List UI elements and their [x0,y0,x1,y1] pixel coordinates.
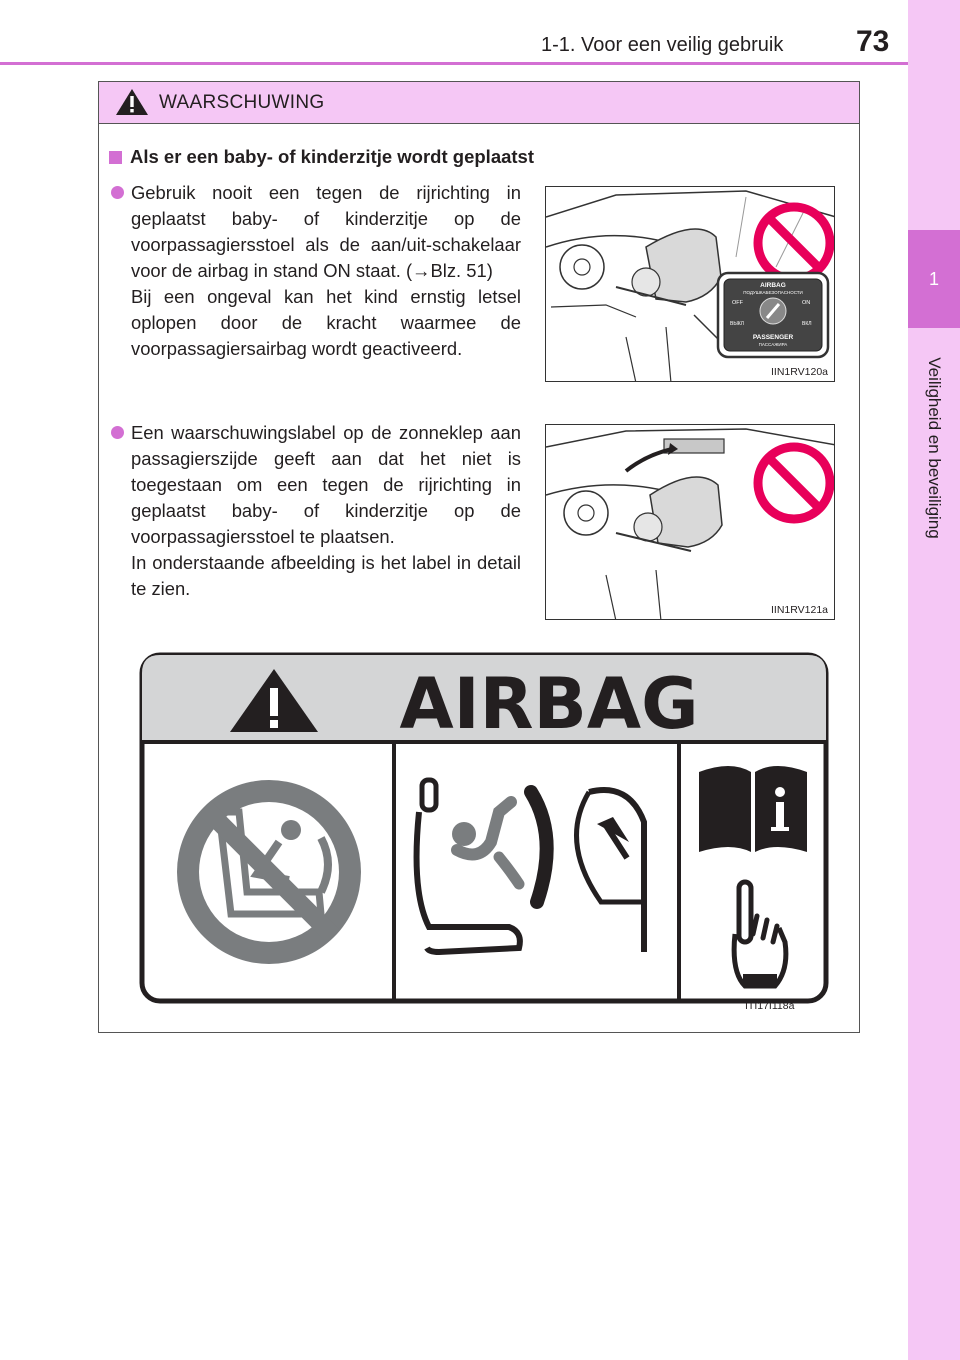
switch-label-subtitle: ПОДУШКАБЕЗОПАСНОСТИ [743,290,803,295]
switch-label-passenger-ru: ПАССАЖИРА [758,342,788,347]
page-number: 73 [856,25,890,58]
chapter-title: Veiligheid en beveiliging [925,357,944,539]
chapter-side-tab [908,0,960,1360]
header-rule [0,62,908,65]
switch-label-title: AIRBAG [760,282,786,289]
section-title: 1-1. Voor een veilig gebruik [541,34,784,56]
bullet-item-2 [111,420,521,602]
bullet-item-1 [111,180,521,362]
warning-box [98,81,860,1033]
bullet-1-text-a: Gebruik nooit een tegen de rijrichting in geplaatst baby- of kinderzitje op de voorpassagiersstoel als de aan/uit-schakelaar voor de airbag in stand ON staat. (→Blz. 51) [131,182,521,281]
square-bullet-icon [109,151,122,164]
section-heading [109,146,534,168]
dashboard-child-seat-illustration [546,187,835,382]
section-heading-text: Als er een baby- of kinderzitje wordt geplaatst [130,146,535,167]
figure-sun-visor-label [545,424,835,620]
switch-label-on: ON [802,300,811,306]
switch-label-passenger: PASSENGER [752,334,794,341]
sun-visor-child-seat-illustration [546,425,835,620]
switch-label-vykl: ВЫКЛ [730,321,744,327]
bullet-2-text-a: Een waarschuwingslabel op de zonneklep aan passagierszijde geeft aan dat het niet is toegestaan om een tegen de rijrichting in geplaatst baby- of kinderzitje op de voorpassagiersstoel te plaatsen. [131,422,521,547]
round-bullet-icon [111,186,124,199]
warning-header [99,82,859,124]
round-bullet-icon [111,426,124,439]
bullet-1-text-b: Bij een ongeval kan het kind ernstig letsel oplopen door de kracht waarmee de voorpassagiersairbag wordt geactiveerd. [131,286,521,359]
bullet-2-text-b: In onderstaande afbeelding is het label in detail te zien. [131,552,521,599]
figure-airbag-switch [545,186,835,382]
warning-triangle-icon [115,88,149,116]
figure-code-2: IIN1RV121a [770,604,828,616]
label-title: AIRBAG [399,663,699,745]
figure-code-3: ITI17I118a [745,1000,795,1012]
chapter-number: 1 [908,230,960,328]
warning-title: WAARSCHUWING [159,92,325,113]
airbag-warning-label-figure [139,652,829,1010]
switch-label-off: OFF [732,300,743,306]
figure-code-1: IIN1RV120a [770,366,828,378]
no-child-seat-icon [177,780,361,964]
switch-label-vkl: ВКЛ [802,321,812,327]
